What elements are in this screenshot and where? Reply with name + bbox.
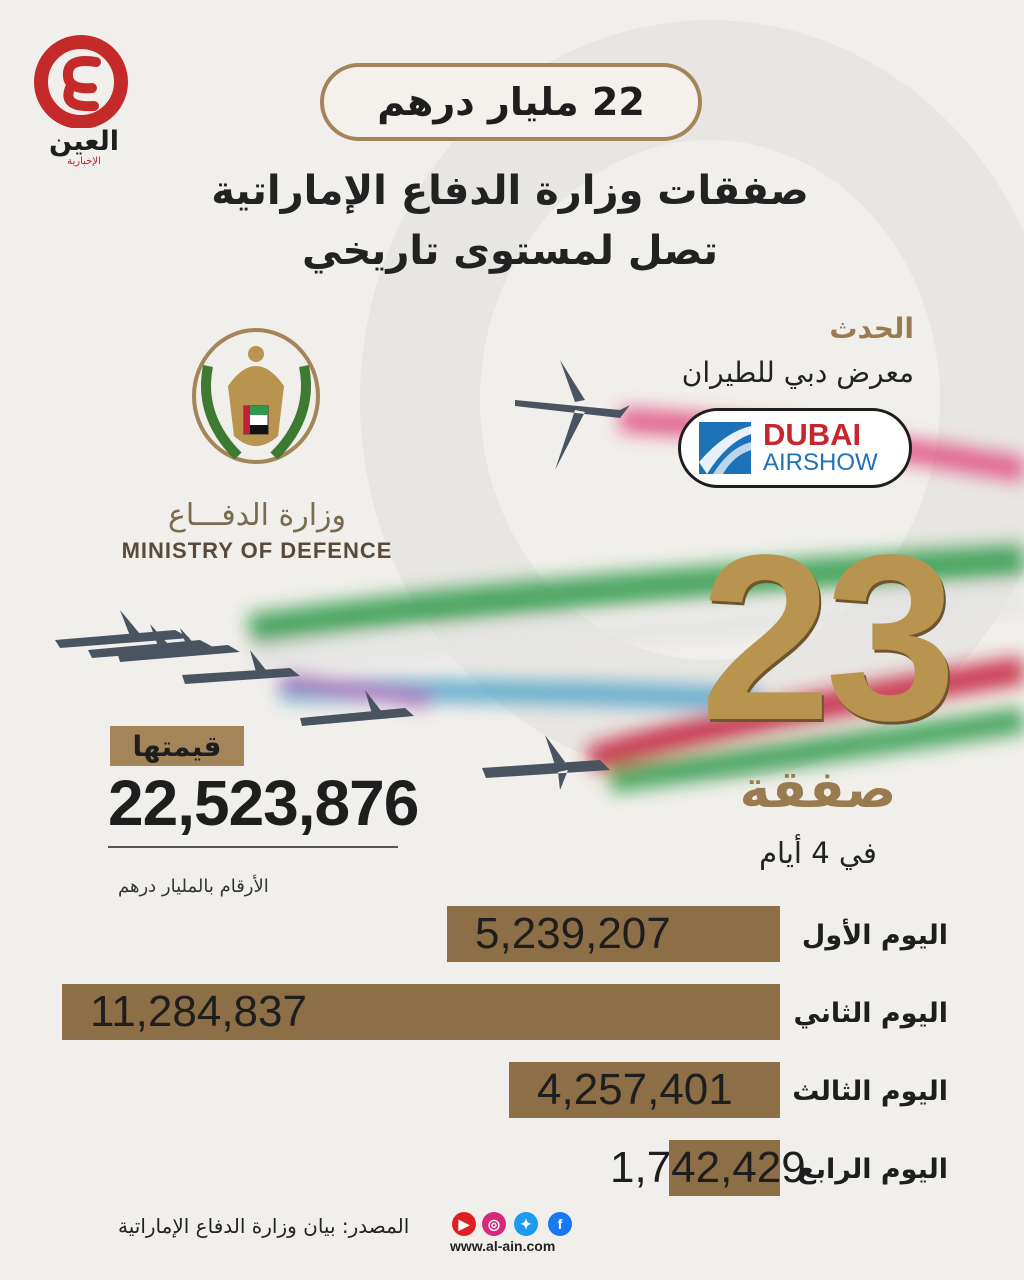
website-link[interactable]: www.al-ain.com <box>450 1238 556 1254</box>
brand-subtitle: الإخبارية <box>67 156 101 167</box>
title-line-2: تصل لمستوى تاريخي <box>302 228 718 274</box>
youtube-icon[interactable]: ▶ <box>452 1212 476 1236</box>
event-name: معرض دبي للطيران <box>681 356 914 389</box>
source-note: المصدر: بيان وزارة الدفاع الإماراتية <box>118 1214 410 1238</box>
airshow-subtitle: AIRSHOW <box>763 449 878 476</box>
category-label: اليوم الأول <box>801 920 948 951</box>
twitter-icon[interactable]: ✦ <box>514 1212 538 1236</box>
bar-value-label: 4,257,401 <box>537 1065 733 1114</box>
total-value: 22,523,876 <box>108 767 419 839</box>
deals-count: 23 <box>700 506 951 770</box>
instagram-icon[interactable]: ◎ <box>482 1212 506 1236</box>
deals-label: صفقة <box>739 760 897 820</box>
period-label: في 4 أيام <box>759 836 877 870</box>
facebook-icon[interactable]: f <box>548 1212 572 1236</box>
category-label: اليوم الثالث <box>792 1076 948 1107</box>
headline-pill: 22 مليار درهم <box>320 63 702 141</box>
ministry-name-english: MINISTRY OF DEFENCE <box>121 538 393 563</box>
value-label: قيمتها <box>110 726 244 766</box>
category-label: اليوم الثاني <box>793 998 948 1029</box>
unit-note: الأرقام بالمليار درهم <box>118 876 269 897</box>
bar-value-label: 1,742,429 <box>610 1143 806 1192</box>
ministry-name-arabic: وزارة الدفـــاع <box>167 498 347 533</box>
category-label: اليوم الرابع <box>797 1154 948 1185</box>
brand-name: العين <box>49 126 119 157</box>
bar-value-label: 11,284,837 <box>90 987 307 1036</box>
title-line-1: صفقات وزارة الدفاع الإماراتية <box>211 168 809 214</box>
bar-value-label: 5,239,207 <box>475 909 671 958</box>
airshow-title: DUBAI <box>763 417 862 452</box>
event-label: الحدث <box>829 312 914 345</box>
